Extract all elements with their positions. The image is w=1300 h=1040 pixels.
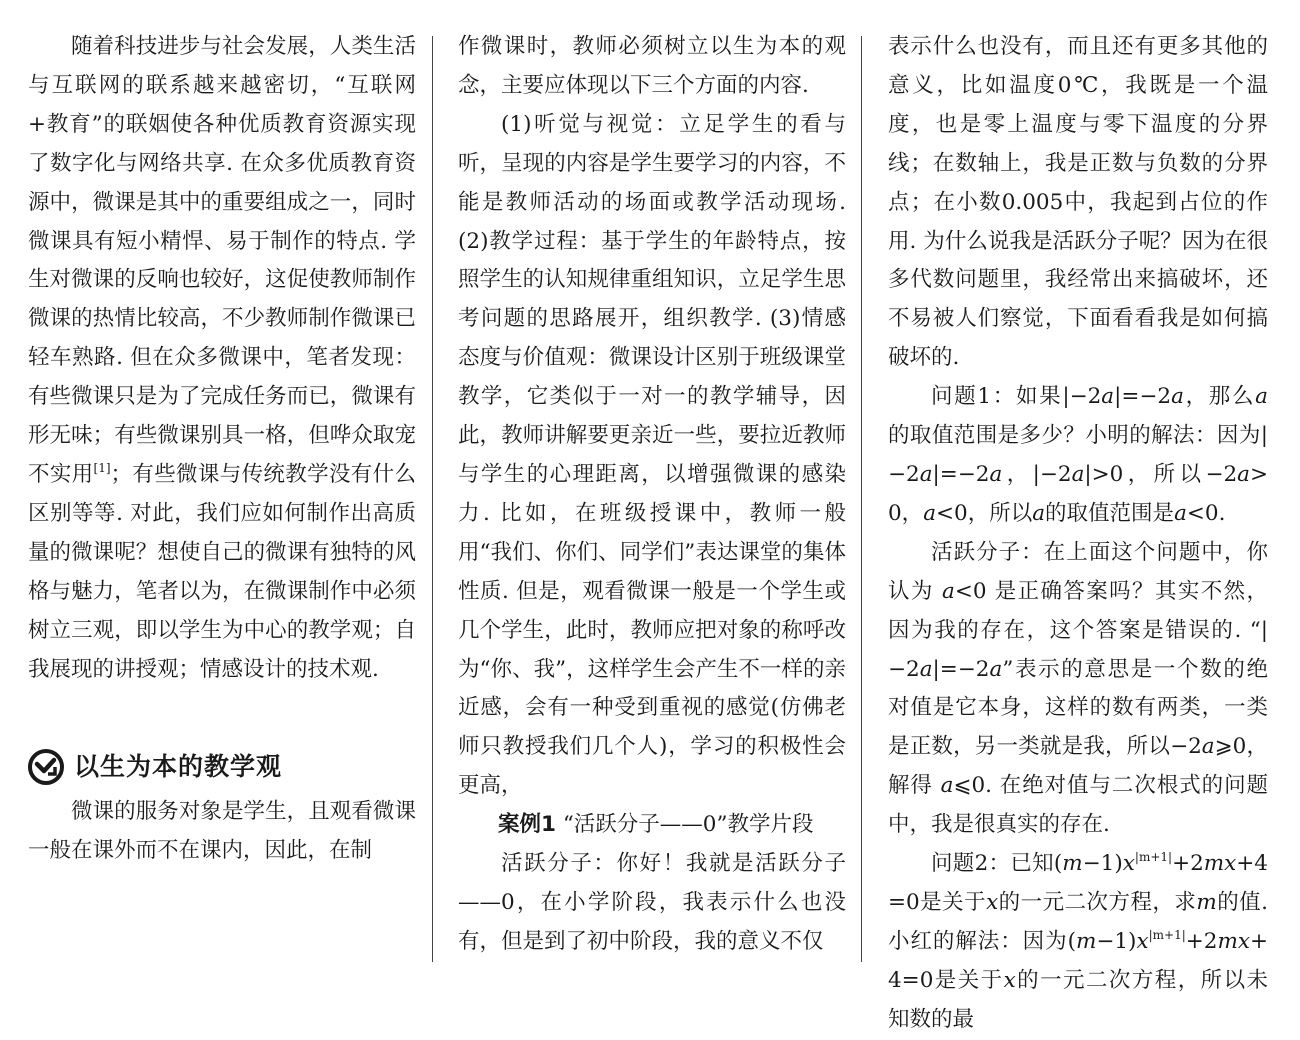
body-paragraph: 微课的服务对象是学生，且观看微课一般在课外而不在课内，因此，在制 xyxy=(28,799,416,864)
right-column xyxy=(888,28,1268,1040)
section-heading xyxy=(28,747,416,787)
case-title: “活跃分子——0”教学片段 xyxy=(562,812,814,838)
case-label: 案例1 xyxy=(498,812,556,838)
problem-1-paragraph: 问题1：如果|−2a|=−2a，那么a的取值范围是多少？小明的解法：因为|−2a|=−2a，|−2a|>0，所以−2a>0，a<0，所以a的取值范围是a<0. xyxy=(888,384,1268,526)
body-paragraph: 作微课时，教师必须树立以生为本的观念，主要应体现以下三个方面的内容. xyxy=(458,34,846,98)
intro-paragraph: 随着科技进步与社会发展，人类生活与互联网的联系越来越密切，“互联网+教育”的联姻使各种优质教育资源实现了数字化与网络共享. 在众多优质教育资源中，微课是其中的重要组成之一，同时微课具有短小精悍、易于制作的特点. 学生对微课的反响也较好，这促使教师制作微课的热情比较高，不少教师制作微课已轻车熟路. 但在众多微课中，笔者发现：有些微课只是为了完成任务而已，微课有形无味；有些微课别具一格，但哗众取宠不实用[1]；有些微课与传统教学没有什么区别等等. 对此，我们应如何制作出高质量的微课呢？想使自己的微课有独特的风格与魅力，笔者以为，在微课制作中必须树立三观，即以学生为中心的教学观；自我展现的讲授观；情感设计的技术观. xyxy=(28,34,416,682)
left-column xyxy=(28,28,416,871)
middle-column xyxy=(458,28,846,962)
case-heading xyxy=(458,806,846,845)
section-title: 以生为本的教学观 xyxy=(74,751,283,781)
column-divider xyxy=(432,36,433,962)
body-paragraph: 表示什么也没有，而且还有更多其他的意义，比如温度0℃，我既是一个温度，也是零上温度与零下温度的分界线；在数轴上，我是正数与负数的分界点；在小数0.005中，我起到占位的作用. 为什么说我是活跃分子呢？因为在很多代数问题里，我经常出来搞破坏，还不易被人们察觉，下面看看我是如何搞破坏的. xyxy=(888,34,1268,371)
column-divider xyxy=(861,36,862,962)
citation-ref: [1] xyxy=(93,460,111,475)
check-arrow-icon xyxy=(28,749,64,785)
active-element-paragraph: 活跃分子：在上面这个问题中，你认为 a<0 是正确答案吗？其实不然，因为我的存在，这个答案是错误的. “|−2a|=−2a”表示的意思是一个数的绝对值是它本身，这样的数有两类，一类是正数，另一类就是我，所以−2a⩾0，解得 a⩽0. 在绝对值与二次根式的问题中，我是很真实的存在. xyxy=(888,539,1268,838)
body-paragraph: (1)听觉与视觉：立足学生的看与听，呈现的内容是学生要学习的内容，不能是教师活动的场面或教学活动现场. (2)教学过程：基于学生的年龄特点，按照学生的认知规律重组知识，立足学生思考问题的思路展开，组织教学. (3)情感态度与价值观：微课设计区别于班级课堂教学，它类似于一对一的教学辅导，因此，教师讲解要更亲近一些，要拉近教师与学生的心理距离，以增强微课的感染力. 比如，在班级授课中，教师一般用“我们、你们、同学们”表达课堂的集体性质. 但是，观看微课一般是一个学生或几个学生，此时，教师应把对象的称呼改为“你、我”，这样学生会产生不一样的亲近感，会有一种受到重视的感觉(仿佛老师只教授我们几个人)，学习的积极性会更高， xyxy=(458,111,846,799)
body-paragraph: 活跃分子：你好！我就是活跃分子——0，在小学阶段，我表示什么也没有，但是到了初中阶段，我的意义不仅 xyxy=(458,851,846,954)
problem-2-paragraph: 问题2：已知$(m-1)x^{|m+1|}+2mx+4=0$是关于x的一元二次方程，求m的值. 小红的解法：因为$(m-1)x^{|m+1|}+2mx+4=0$是关于x的一元二次方程，所以未知数的最 xyxy=(888,850,1268,1032)
